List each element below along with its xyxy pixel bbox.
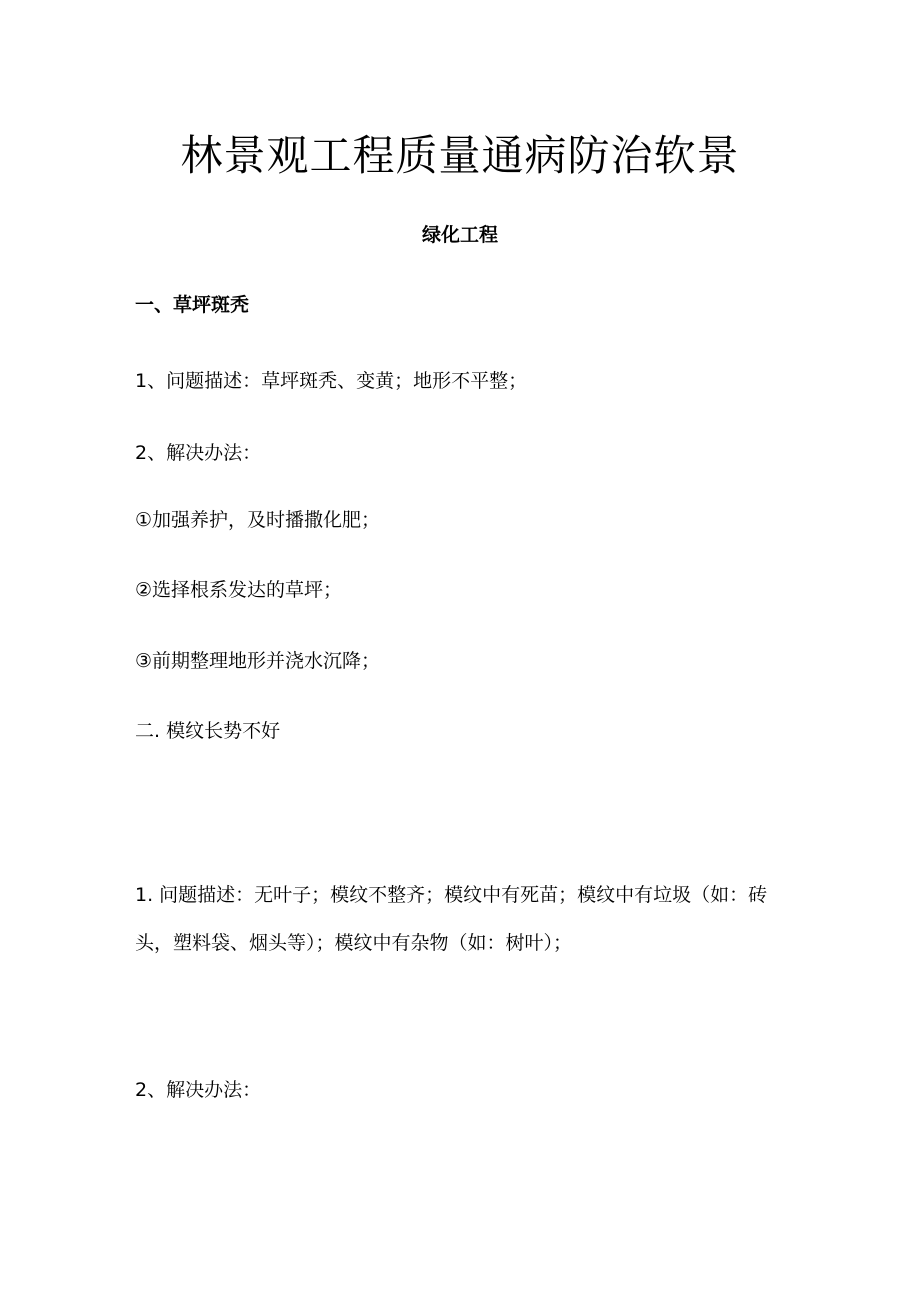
lawn-solution-item-1: ①加强养护，及时播撒化肥； (135, 509, 381, 531)
lawn-solution-item-2: ②选择根系发达的草坪； (135, 579, 343, 601)
pattern-problem-description: 1. 问题描述：无叶子；模纹不整齐；模纹中有死苗；模纹中有垃圾（如：砖头，塑料袋、烟头等）；模纹中有杂物（如：树叶）； (135, 884, 768, 954)
section-heading-pattern: 二. 模纹长势不好 (135, 720, 281, 742)
document-subtitle: 绿化工程 (421, 224, 498, 246)
pattern-solution-label: 2、解决办法： (135, 1079, 262, 1101)
lawn-solution-label: 2、解决办法： (135, 442, 262, 464)
section-heading-lawn: 一、草坪斑秃 (135, 294, 250, 316)
document-title: 林景观工程质量通病防治软景 (180, 131, 740, 180)
lawn-solution-item-3: ③前期整理地形并浇水沉降； (135, 650, 381, 672)
lawn-problem-description: 1、问题描述：草坪斑秃、变黄；地形不平整； (135, 370, 528, 392)
